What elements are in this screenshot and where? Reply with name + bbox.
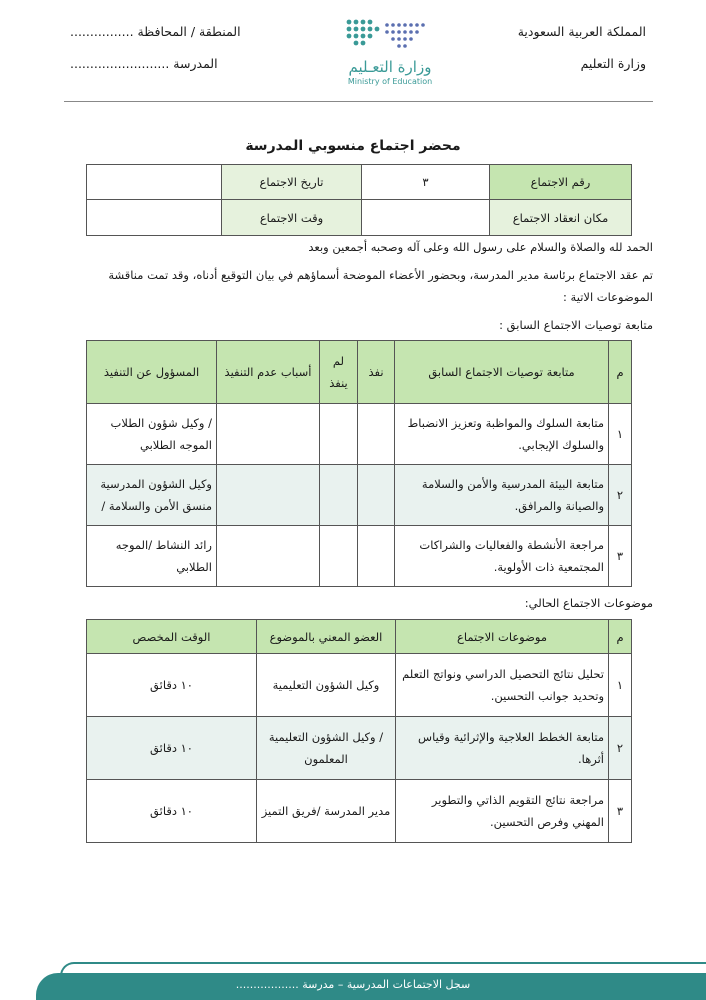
row-not-done-cell[interactable] [320,404,358,465]
meeting-place-label: مكان انعقاد الاجتماع [490,200,632,236]
row-not-done-cell[interactable] [320,526,358,587]
row-reasons-cell[interactable] [217,404,320,465]
meeting-place-value[interactable] [362,200,490,236]
prev-recommendations-table [86,340,632,587]
table-row [87,526,632,587]
row-item: متابعة السلوك والمواظبة وتعزيز الانضباط والسلوك الإيجابي. [395,404,609,465]
row-item: متابعة البيئة المدرسية والأمن والسلامة والصيانة والمرافق. [395,465,609,526]
row-time: ١٠ دقائق [87,654,257,717]
header-country: المملكة العربية السعودية [517,24,646,39]
col-num-header: م [609,341,632,404]
header-region: المنطقة / المحافظة ................ [70,24,241,39]
row-num: ٢ [609,717,632,780]
row-topic: تحليل نتائج التحصيل الدراسي ونواتج التعلم وتحديد جوانب التحسين. [396,654,609,717]
intro-paragraph: تم عقد الاجتماع برئاسة مدير المدرسة، وبحضور الأعضاء الموضحة أسماؤهم في بيان التوقيع أدناه، وقد تمت مناقشة الموضوعات الاتية : [108,268,653,304]
row-member: مدير المدرسة /فريق التميز [257,780,396,843]
table-row [87,780,632,843]
meeting-number-label: رقم الاجتماع [490,165,632,200]
row-not-done-cell[interactable] [320,465,358,526]
header-ministry: وزارة التعليم [580,56,646,71]
table-row [87,465,632,526]
row-time: ١٠ دقائق [87,717,257,780]
col-item-header: متابعة توصيات الاجتماع السابق [395,341,609,404]
row-topic: متابعة الخطط العلاجية والإثرائية وقياس أثرها. [396,717,609,780]
logo-arabic-text: وزارة التعـليم [348,58,432,76]
meeting-date-value[interactable] [87,165,222,200]
row-member: / وكيل الشؤون التعليمية المعلمون [257,717,396,780]
row-reasons-cell[interactable] [217,526,320,587]
col-num-header: م [609,620,632,654]
row-done-cell[interactable] [358,404,395,465]
col-time-header: الوقت المخصص [87,620,257,654]
col-topic-header: موضوعات الاجتماع [396,620,609,654]
row-topic: مراجعة نتائج التقويم الذاتي والتطوير المهني وفرص التحسين. [396,780,609,843]
col-responsible-header: المسؤول عن التنفيذ [87,341,217,404]
row-num: ١ [609,654,632,717]
row-item: مراجعة الأنشطة والفعاليات والشراكات المجتمعية ذات الأولوية. [395,526,609,587]
header-divider [64,101,653,102]
ministry-logo [335,16,445,92]
row-num: ١ [609,404,632,465]
meeting-info-table [86,164,632,236]
meeting-time-label: وقت الاجتماع [222,200,362,236]
footer-text: سجل الاجتماعات المدرسية – مدرسة .................. [235,978,471,991]
row-done-cell[interactable] [358,465,395,526]
row-responsible: رائد النشاط /الموجه الطلابي [87,526,217,587]
row-num: ٣ [609,526,632,587]
row-reasons-cell[interactable] [217,465,320,526]
header-school: المدرسة ......................... [70,56,218,71]
meeting-date-label: تاريخ الاجتماع [222,165,362,200]
row-responsible: / وكيل شؤون الطلاب الموجه الطلابي [87,404,217,465]
page-title: محضر اجتماع منسوبي المدرسة [245,138,461,154]
row-num: ٢ [609,465,632,526]
col-not-done-header: لم ينفذ [320,341,358,404]
table-row [87,404,632,465]
table-row [87,717,632,780]
row-num: ٣ [609,780,632,843]
current-topics-heading: موضوعات الاجتماع الحالي: [524,596,653,610]
row-done-cell[interactable] [358,526,395,587]
col-done-header: نفذ [358,341,395,404]
current-topics-table [86,619,632,843]
col-reasons-header: أسباب عدم التنفيذ [217,341,320,404]
meeting-number-value[interactable]: ٣ [362,165,490,200]
intro-greeting: الحمد لله والصلاة والسلام على رسول الله وعلى آله وصحبه أجمعين وبعد [308,240,653,254]
logo-english-text: Ministry of Education [347,77,433,86]
col-member-header: العضو المعني بالموضوع [257,620,396,654]
row-responsible: وكيل الشؤون المدرسية منسق الأمن والسلامة / [87,465,217,526]
table-row [87,654,632,717]
logo-dots-icon [335,16,445,52]
row-time: ١٠ دقائق [87,780,257,843]
meeting-time-value[interactable] [87,200,222,236]
row-member: وكيل الشؤون التعليمية [257,654,396,717]
prev-recommendations-heading: متابعة توصيات الاجتماع السابق : [499,318,653,332]
